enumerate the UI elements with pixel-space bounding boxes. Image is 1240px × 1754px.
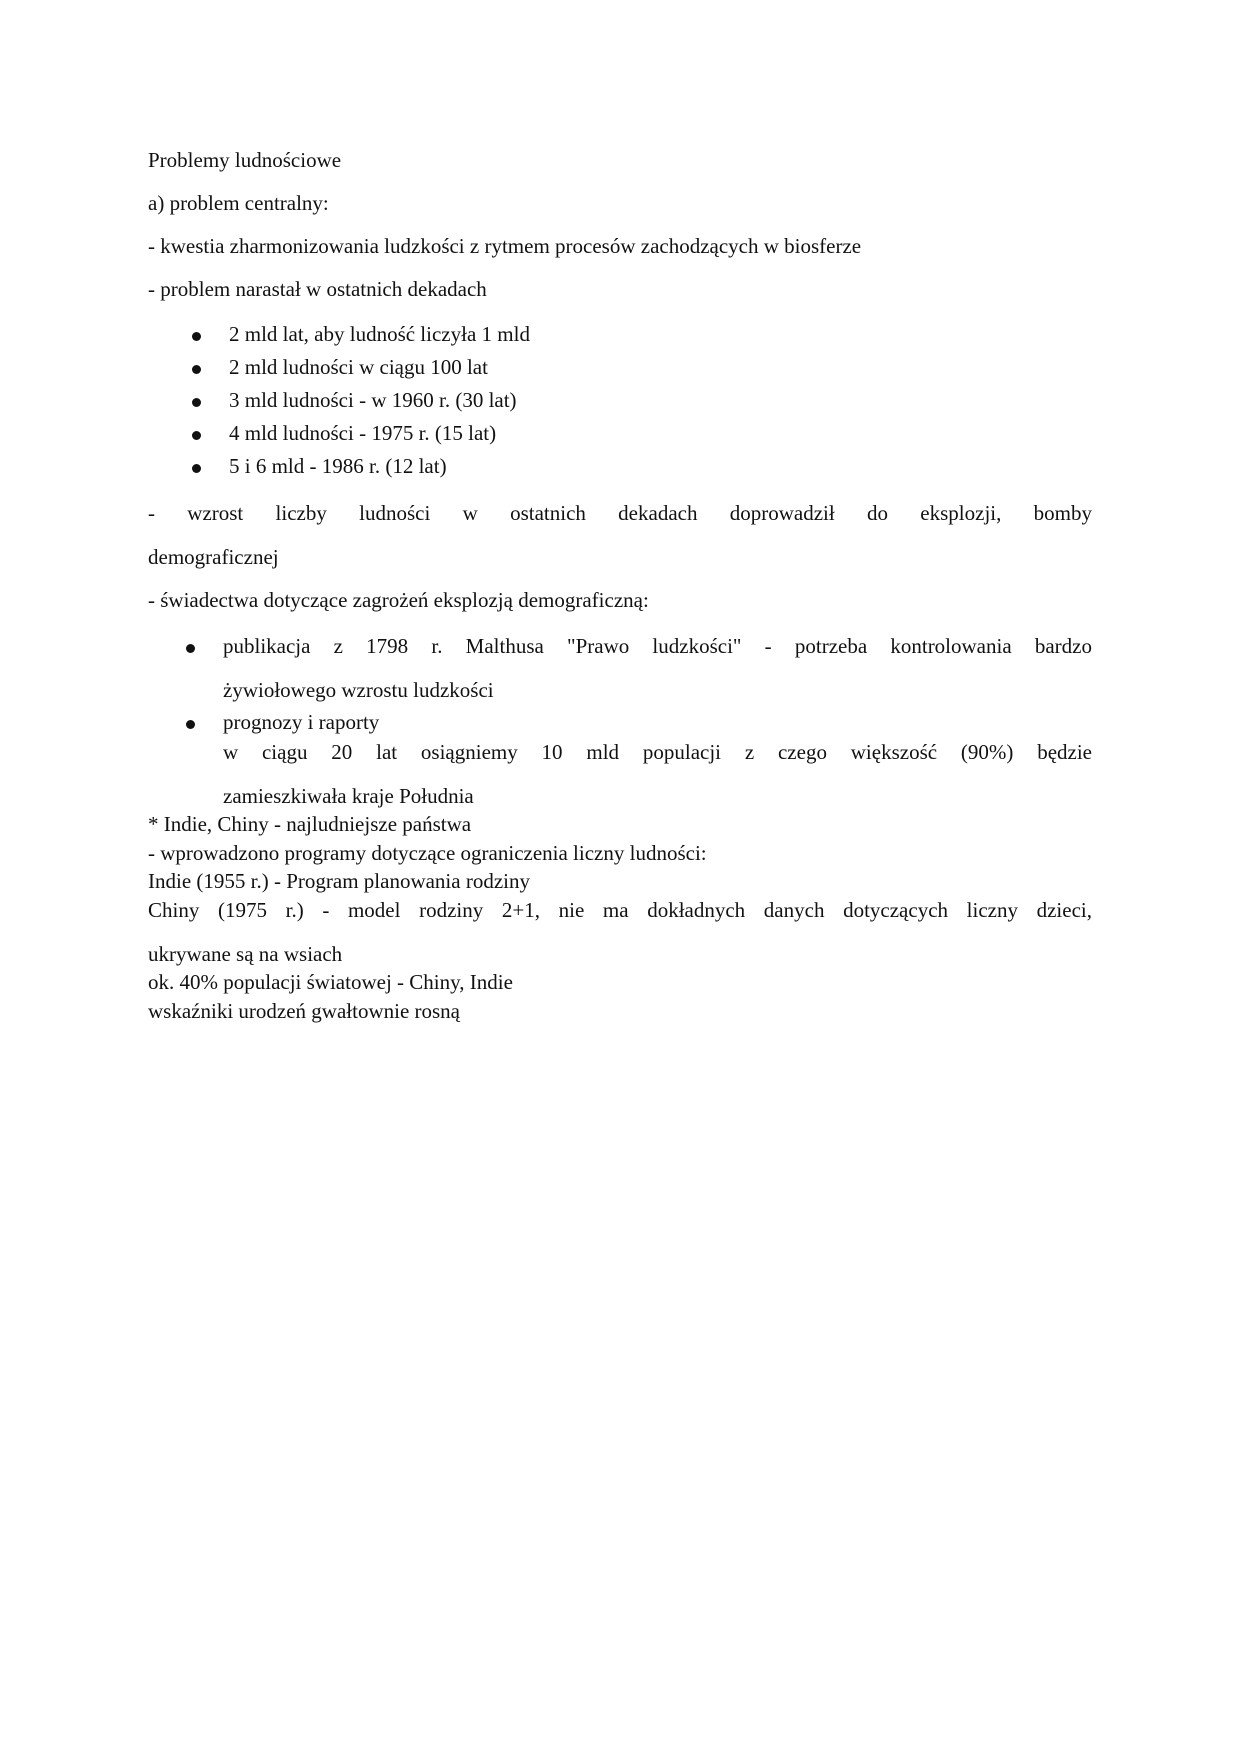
list-item-text: 2 mld lat, aby ludność liczyła 1 mld (229, 322, 530, 346)
list-item-continued: w ciągu 20 lat osiągniemy 10 mld populacji z czego większość (90%) będzie (223, 740, 1092, 764)
list-item-continued: zamieszkiwała kraje Południa (223, 784, 474, 808)
list-item-text: 2 mld ludności w ciągu 100 lat (229, 355, 488, 379)
bullet-icon (192, 431, 201, 440)
list-item-text: 3 mld ludności - w 1960 r. (30 lat) (229, 388, 517, 412)
bullet-icon (192, 365, 201, 374)
paragraph-wskazniki: wskaźniki urodzeń gwałtownie rosną (148, 999, 460, 1023)
paragraph-narastal: - problem narastał w ostatnich dekadach (148, 277, 487, 301)
paragraph-kwestia: - kwestia zharmonizowania ludzkości z rytmem procesów zachodzących w biosferze (148, 234, 862, 258)
document-title: Problemy ludnościowe (148, 148, 342, 172)
paragraph-chiny: Chiny (1975 r.) - model rodziny 2+1, nie ma dokładnych danych dotyczących liczny dzieci, (148, 898, 1092, 922)
paragraph-chiny-continued: ukrywane są na wsiach (148, 942, 343, 966)
list-item-text: publikacja z 1798 r. Malthusa "Prawo ludzkości" - potrzeba kontrolowania bardzo (223, 634, 1092, 658)
bullet-icon (192, 332, 201, 341)
paragraph-wzrost-continued: demograficznej (148, 545, 279, 569)
list-item-text: prognozy i raporty (223, 710, 380, 734)
section-a-heading: a) problem centralny: (148, 191, 329, 215)
bullet-icon (186, 720, 195, 729)
paragraph-wzrost: - wzrost liczby ludności w ostatnich dekadach doprowadził do eksplozji, bomby (148, 501, 1092, 525)
paragraph-indie-chiny: * Indie, Chiny - najludniejsze państwa (148, 812, 472, 836)
bullet-icon (192, 464, 201, 473)
bullet-icon (192, 398, 201, 407)
list-item-text: 4 mld ludności - 1975 r. (15 lat) (229, 421, 497, 445)
bullet-icon (186, 644, 195, 653)
paragraph-indie-program: Indie (1955 r.) - Program planowania rodziny (148, 869, 530, 893)
document-page (148, 0, 1092, 1754)
list-item-text: 5 i 6 mld - 1986 r. (12 lat) (229, 454, 447, 478)
paragraph-swiadectwa: - świadectwa dotyczące zagrożeń eksplozją demograficzną: (148, 588, 649, 612)
paragraph-programy: - wprowadzono programy dotyczące ograniczenia liczny ludności: (148, 841, 707, 865)
list-item-continued: żywiołowego wzrostu ludzkości (223, 678, 494, 702)
paragraph-populacja: ok. 40% populacji światowej - Chiny, Indie (148, 970, 513, 994)
